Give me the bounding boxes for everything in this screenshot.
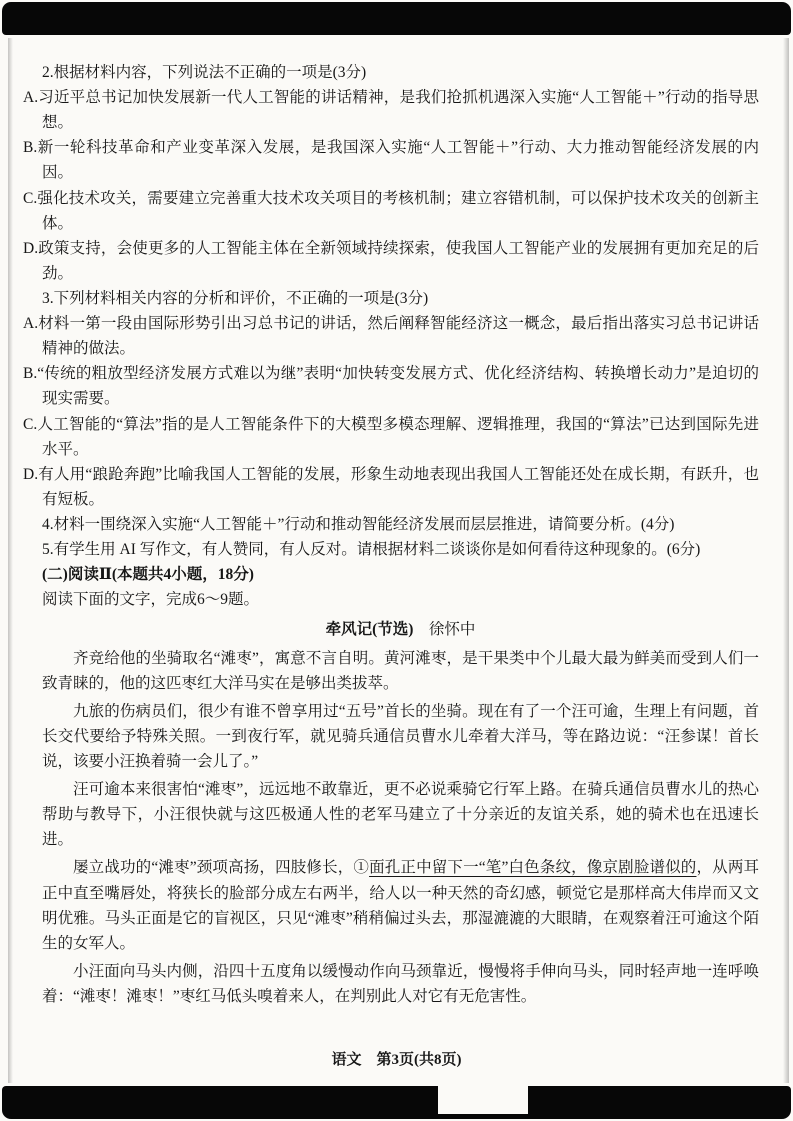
scan-right-edge-shadow [783,38,789,1083]
question-5-stem: 5.有学生用 AI 写作文，有人赞同，有人反对。请根据材料二谈谈你是如何看待这种现象的。(6分) [42,541,701,559]
section-2-instruction: 阅读下面的文字，完成6～9题。 [42,591,260,609]
question-3-option-c: C.人工智能的“算法”指的是人工智能条件下的大模型多模态理解、逻辑推理，我国的“算法”已达到国际先进水平。 [23,415,759,458]
passage-paragraph-5: 小汪面向马头内侧，沿四十五度角以缓慢动作向马颈靠近，慢慢将手伸向马头，同时轻声地一连呼唤着：“滩枣！滩枣！”枣红马低头嗅着来人，在判别此人对它有无危害性。 [42,962,759,1005]
scan-left-edge-shadow [8,38,13,1083]
paragraph-4-post: ，从两耳正中直至嘴唇处，将狭长的脸部分成左右两半，给人以一种天然的奇幻感，顿觉它是那样高大伟岸而又文明优雅。马头正面是它的盲视区，只见“滩枣”稍稍偏过头去，那湿漉漉的大眼睛，在观察着汪可逾这个陌生的女军人。 [42,859,759,952]
scan-white-artifact [438,1070,528,1114]
question-2-option-d: D.政策支持，会使更多的人工智能主体在全新领域持续探索，使我国人工智能产业的发展拥有更加充足的后劲。 [23,239,759,282]
question-3-option-d: D.有人用“踉跄奔跑”比喻我国人工智能的发展，形象生动地表现出我国人工智能还处在成长期，有跃升，也有短板。 [23,465,759,508]
scan-bottom-edge [2,1086,791,1119]
question-4-stem: 4.材料一围绕深入实施“人工智能＋”行动和推动智能经济发展而层层推进，请简要分析。(4分) [42,515,675,533]
paragraph-4-underlined-phrase: 面孔正中留下一“笔”白色条纹，像京剧脸谱似的 [369,859,697,877]
page-footer: 语文 第3页(共8页) [331,1052,462,1068]
paragraph-4-pre: 屡立战功的“滩枣”颈项高扬，四肢修长， [73,859,354,877]
passage-paragraph-2: 九旅的伤病员们，很少有谁不曾享用过“五号”首长的坐骑。现在有了一个汪可逾，生理上有问题，首长交代要给予特殊关照。一到夜行军，就见骑兵通信员曹水儿牵着大洋马，等在路边说：“汪参谋！首长说，该要小汪换着骑一会儿了。” [42,702,759,770]
question-3-option-b: B.“传统的粗放型经济发展方式难以为继”表明“加快转变发展方式、优化经济结构、转换增长动力”是迫切的现实需要。 [23,365,759,408]
passage-paragraph-3: 汪可逾本来很害怕“滩枣”，远远地不敢靠近，更不必说乘骑它行军上路。在骑兵通信员曹水儿的热心帮助与教导下，小汪很快就与这匹极通人性的老军马建立了十分亲近的友谊关系，她的骑术也在迅速长进。 [42,781,759,849]
scan-top-edge [2,2,791,35]
passage-paragraph-4 [42,855,759,955]
question-2-option-a: A.习近平总书记加快发展新一代人工智能的讲话精神，是我们抢抓机遇深入实施“人工智能＋”行动的指导思想。 [23,89,759,132]
passage-paragraph-1: 齐竞给他的坐骑取名“滩枣”，寓意不言自明。黄河滩枣，是干果类中个儿最大最为鲜美而受到人们一致青睐的，他的这匹枣红大洋马实在是够出类拔萃。 [42,649,759,692]
question-3-option-a: A.材料一第一段由国际形势引出习总书记的讲话，然后阐释智能经济这一概念，最后指出落实习总书记讲话精神的做法。 [23,315,759,358]
passage-title-line [42,617,759,642]
passage-title: 牵风记(节选) [325,621,414,639]
passage-author: 徐怀中 [428,621,476,639]
question-2-stem: 2.根据材料内容，下列说法不正确的一项是(3分) [42,64,367,81]
question-2-option-c: C.强化技术攻关，需要建立完善重大技术攻关项目的考核机制；建立容错机制，可以保护技术攻关的创新主体。 [23,189,759,232]
exam-content [23,60,759,1009]
section-2-heading: (二)阅读Ⅱ(本题共4小题，18分) [42,566,254,584]
question-3-stem: 3.下列材料相关内容的分析和评价，不正确的一项是(3分) [42,289,429,307]
paragraph-4-marker: ① [353,859,370,877]
question-2-option-b: B.新一轮科技革命和产业变革深入发展，是我国深入实施“人工智能＋”行动、大力推动智能经济发展的内因。 [23,139,759,182]
